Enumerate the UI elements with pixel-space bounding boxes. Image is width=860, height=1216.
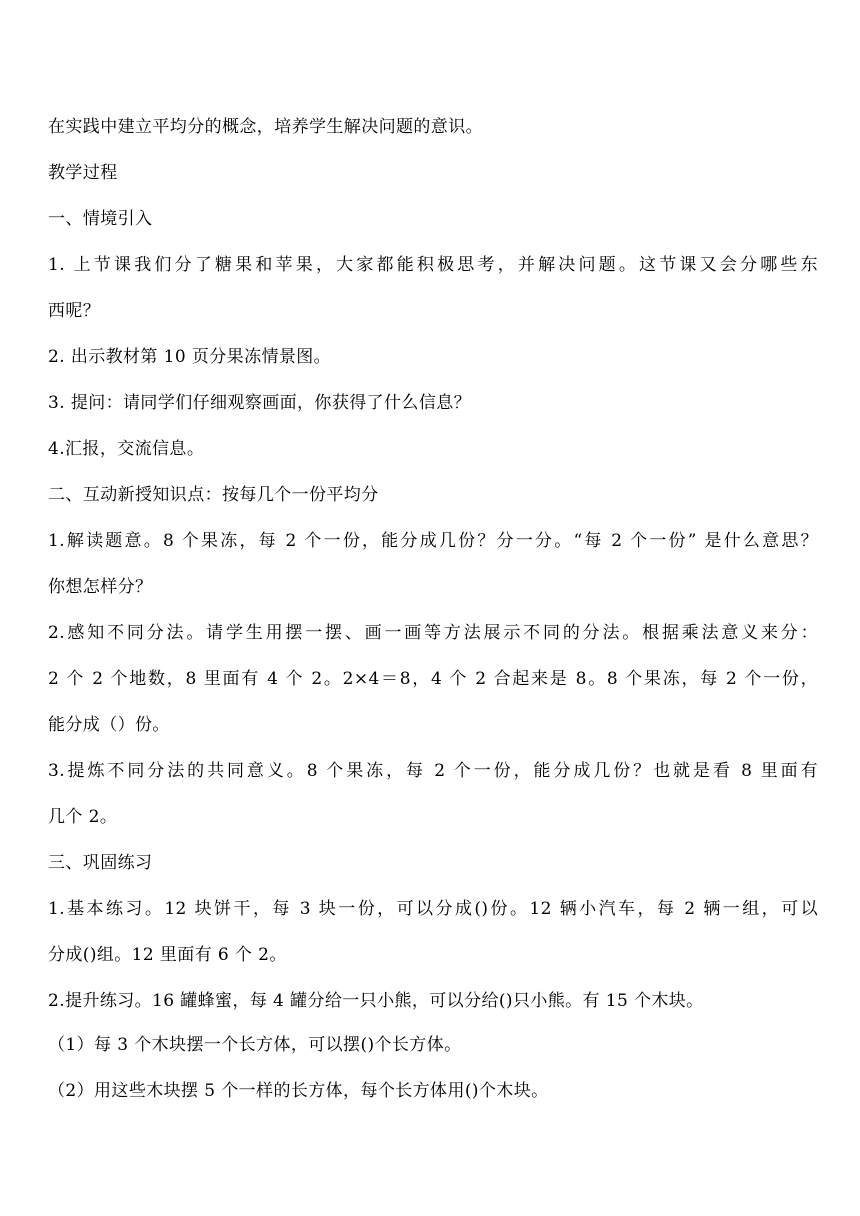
paragraph-line: 2.提升练习。16 罐蜂蜜，每 4 罐分给一只小熊，可以分给()只小熊。有 15 个木块。: [48, 991, 704, 1011]
paragraph-line: 你想怎样分？: [48, 577, 153, 597]
paragraph-line: 3. 提问：请同学们仔细观察画面，你获得了什么信息？: [48, 393, 472, 413]
section-heading-teaching-process: 教学过程: [48, 163, 118, 183]
section-heading-intro: 一、情境引入: [48, 209, 153, 229]
section-heading-new-knowledge: 二、互动新授知识点：按每几个一份平均分: [48, 485, 379, 505]
paragraph-line: 能分成（）份。: [48, 715, 170, 735]
paragraph-line: 3.提炼不同分法的共同意义。8 个果冻，每 2 个一份，能分成几份？也就是看 8 里面有: [48, 761, 818, 781]
paragraph-line: 2.感知不同分法。请学生用摆一摆、画一画等方法展示不同的分法。根据乘法意义来分：: [48, 623, 818, 643]
paragraph-line: 2 个 2 个地数，8 里面有 4 个 2。2×4＝8，4 个 2 合起来是 8。8 个果冻，每 2 个一份，: [48, 669, 818, 689]
paragraph-line: 4.汇报，交流信息。: [48, 439, 205, 459]
paragraph-line: 1. 上节课我们分了糖果和苹果，大家都能积极思考，并解决问题。这节课又会分哪些东: [48, 255, 818, 275]
paragraph-line: 1.解读题意。8 个果冻，每 2 个一份，能分成几份？分一分。“每 2 个一份” 是什么意思？: [48, 531, 818, 551]
paragraph-line: 几个 2。: [48, 807, 118, 827]
paragraph-line: （1）每 3 个木块摆一个长方体，可以摆()个长方体。: [48, 1035, 462, 1055]
paragraph-line: 分成()组。12 里面有 6 个 2。: [48, 945, 287, 965]
paragraph-line: 2. 出示教材第 10 页分果冻情景图。: [48, 347, 332, 367]
paragraph-line: 1.基本练习。12 块饼干，每 3 块一份，可以分成()份。12 辆小汽车，每 2 辆一组，可以: [48, 899, 818, 919]
objective-line: 在实践中建立平均分的概念，培养学生解决问题的意识。: [48, 117, 483, 137]
section-heading-practice: 三、巩固练习: [48, 853, 153, 873]
paragraph-line: 西呢？: [48, 301, 101, 321]
paragraph-line: （2）用这些木块摆 5 个一样的长方体，每个长方体用()个木块。: [48, 1081, 549, 1101]
